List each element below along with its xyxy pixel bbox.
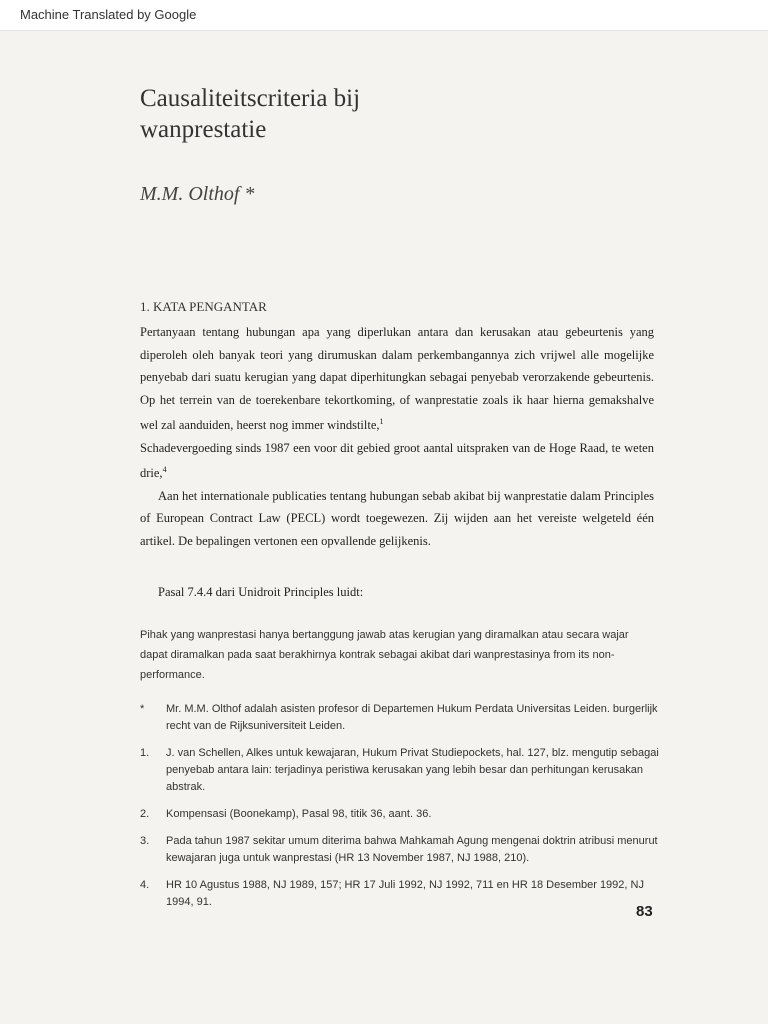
footnotes bbox=[140, 701, 660, 921]
footnote-mark: 3. bbox=[140, 835, 150, 847]
title-line-2: wanprestatie bbox=[140, 116, 267, 143]
quoted-article: Pihak yang wanprestasi hanya bertanggung jawab atas kerugian yang diramalkan atau secara wajar dapat diramalkan pada saat berakhirnya kontrak sebagai akibat dari wanprestasinya from its non-performance. bbox=[140, 629, 629, 681]
body-text bbox=[140, 321, 654, 552]
paragraph-1 bbox=[140, 321, 654, 437]
footnote-item bbox=[140, 745, 660, 796]
document-page bbox=[0, 31, 768, 1024]
paragraph-2 bbox=[140, 437, 654, 485]
machine-translated-label: Machine Translated by Google bbox=[20, 7, 197, 22]
footnote-text: Mr. M.M. Olthof adalah asisten profesor di Departemen Hukum Perdata Universitas Leiden. burgerlijk recht van de Rijksuniversiteit Leiden. bbox=[166, 703, 658, 732]
footnote-mark: 2. bbox=[140, 808, 150, 820]
footnote-text: HR 10 Agustus 1988, NJ 1989, 157; HR 17 Juli 1992, NJ 1992, 711 en HR 18 Desember 1992, NJ 1994, 91. bbox=[166, 879, 644, 908]
quote-intro: Pasal 7.4.4 dari Unidroit Principles luidt: bbox=[158, 585, 364, 599]
section-number: 1. bbox=[140, 299, 150, 314]
footnote-item bbox=[140, 877, 660, 911]
section-title: KATA PENGANTAR bbox=[153, 299, 267, 314]
section-heading bbox=[140, 299, 267, 315]
paragraph-3 bbox=[140, 485, 654, 553]
footnote-item bbox=[140, 833, 660, 867]
article-author: M.M. Olthof * bbox=[140, 183, 255, 205]
title-line-1: Causaliteitscriteria bij bbox=[140, 85, 361, 112]
footnote-mark: 4. bbox=[140, 879, 150, 891]
paragraph-3-text: Aan het internationale publicaties tentang hubungan sebab akibat bij wanprestatie dalam Principles of European Contract Law (PECL) wordt toegewezen. Zij wijden aan het vereiste welgeteld één artikel. De bepalingen vertonen een opvallende gelijkenis. bbox=[140, 488, 654, 548]
footnote-item bbox=[140, 701, 660, 735]
footnote-text: Pada tahun 1987 sekitar umum diterima bahwa Mahkamah Agung mengenai doktrin atribusi menurut kewajaran juga untuk wanprestasi (HR 13 November 1987, NJ 1988, 210). bbox=[166, 835, 658, 864]
footnote-mark: 1. bbox=[140, 747, 150, 759]
footnote-ref-4: 4 bbox=[162, 465, 167, 475]
translation-header bbox=[0, 0, 768, 31]
paragraph-2-text: Schadevergoeding sinds 1987 een voor dit gebied groot aantal uitspraken van de Hoge Raad, te weten drie, bbox=[140, 440, 654, 481]
footnote-mark: * bbox=[140, 703, 145, 715]
footnote-text: J. van Schellen, Alkes untuk kewajaran, Hukum Privat Studiepockets, hal. 127, blz. mengutip sebagai penyebab antara lain: terjadinya peristiwa kerusakan yang lebih besar dan perhitungan kerusakan abstrak. bbox=[166, 747, 659, 793]
footnote-ref-1: 1 bbox=[379, 417, 384, 426]
page-number: 83 bbox=[636, 903, 653, 920]
paragraph-1-text: Pertanyaan tentang hubungan apa yang diperlukan antara dan kerusakan atau gebeurtenis yang diperoleh oleh banyak teori yang dirumuskan dalam perkembangannya zich vrijwel alle mogelijke penyebab dari suatu kerugian yang dapat diperhitungkan sebagai penyebab verorzakende gebeurtenis. Op het terrein van de toerekenbare tekortkoming, of wanprestatie zoals ik haar hierna gemakshalve wel zal aanduiden, heerst nog immer windstilte, bbox=[140, 325, 654, 433]
article-title bbox=[140, 83, 620, 145]
footnote-text: Kompensasi (Boonekamp), Pasal 98, titik 36, aant. 36. bbox=[166, 808, 432, 820]
footnote-item bbox=[140, 806, 660, 823]
